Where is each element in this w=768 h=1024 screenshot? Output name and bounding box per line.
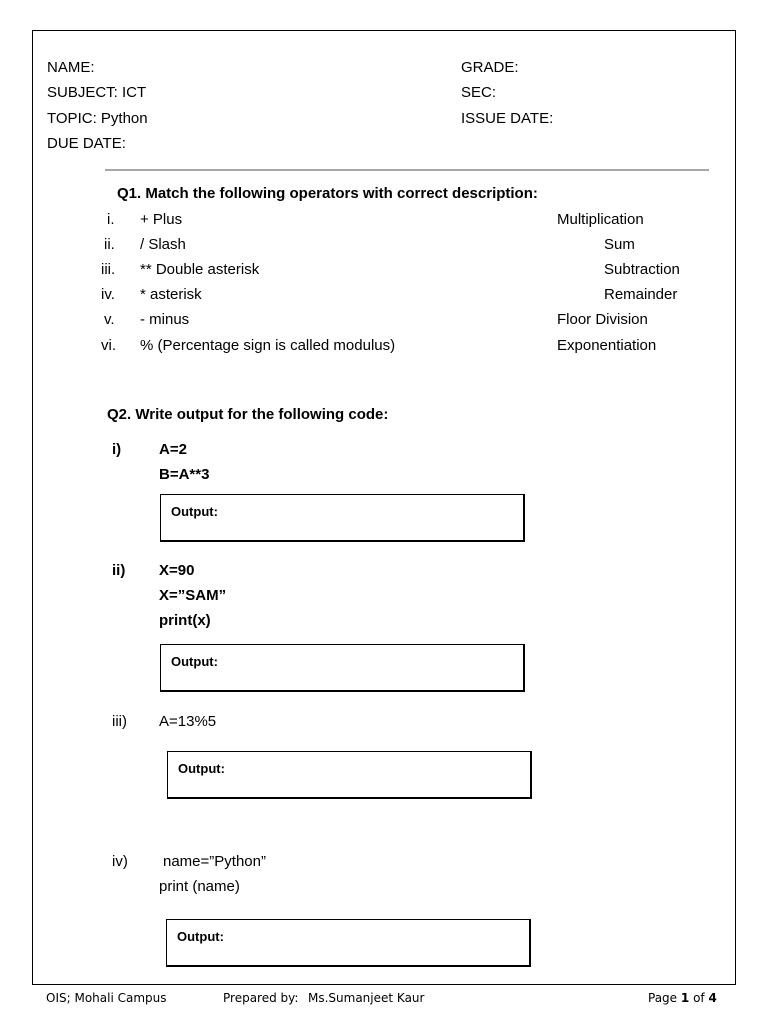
output-label: Output: bbox=[178, 761, 225, 776]
footer-school: OIS; Mohali Campus bbox=[46, 991, 167, 1005]
q2-part-num: i) bbox=[112, 441, 122, 458]
code-line: X=”SAM” bbox=[159, 587, 227, 604]
q1-item-text: ** Double asterisk bbox=[140, 261, 260, 278]
q1-item-num: i. bbox=[107, 211, 115, 228]
footer-prepared-by-label: Prepared by: bbox=[223, 991, 299, 1005]
q2-part-num: iv) bbox=[112, 853, 128, 870]
code-line: B=A**3 bbox=[159, 466, 210, 483]
q2-part-num: iii) bbox=[112, 713, 127, 730]
q1-match-text: Floor Division bbox=[557, 311, 648, 328]
q1-match-text: Exponentiation bbox=[557, 337, 657, 354]
q2-title: Q2. Write output for the following code: bbox=[107, 406, 389, 423]
output-answer-box bbox=[160, 494, 525, 542]
name-field: NAME: bbox=[47, 59, 95, 76]
footer-page-number bbox=[648, 991, 717, 1005]
output-answer-box bbox=[160, 644, 525, 692]
q1-item-text: * asterisk bbox=[140, 286, 202, 303]
footer-author: Ms.Sumanjeet Kaur bbox=[308, 991, 425, 1005]
subject-field: SUBJECT: ICT bbox=[47, 84, 147, 101]
sec-field: SEC: bbox=[461, 84, 497, 101]
q1-item-num: iv. bbox=[101, 286, 115, 303]
code-line: name=”Python” bbox=[163, 853, 266, 870]
page-word: Page bbox=[648, 991, 678, 1005]
q1-item-num: vi. bbox=[101, 337, 116, 354]
q1-match-text: Remainder bbox=[604, 286, 678, 303]
q1-item-text: + Plus bbox=[140, 211, 183, 228]
header-divider bbox=[105, 169, 709, 171]
q1-item-num: iii. bbox=[101, 261, 116, 278]
due-date-field: DUE DATE: bbox=[47, 135, 126, 152]
q2-part-num: ii) bbox=[112, 562, 126, 579]
output-answer-box bbox=[166, 919, 531, 967]
topic-field: TOPIC: Python bbox=[47, 110, 148, 127]
page-of: of bbox=[693, 991, 705, 1005]
output-label: Output: bbox=[171, 654, 218, 669]
q1-item-text: % (Percentage sign is called modulus) bbox=[140, 337, 396, 354]
q1-item-text: / Slash bbox=[140, 236, 186, 253]
grade-field: GRADE: bbox=[461, 59, 519, 76]
code-line: print(x) bbox=[159, 612, 211, 629]
issue-date-field: ISSUE DATE: bbox=[461, 110, 554, 127]
page-current: 1 bbox=[680, 991, 690, 1005]
output-answer-box bbox=[167, 751, 532, 799]
page-total: 4 bbox=[708, 991, 717, 1005]
output-label: Output: bbox=[177, 929, 224, 944]
q1-title: Q1. Match the following operators with correct description: bbox=[117, 185, 538, 202]
code-line: A=2 bbox=[159, 441, 187, 458]
q1-item-text: - minus bbox=[140, 311, 190, 328]
q1-item-num: v. bbox=[104, 311, 115, 328]
q1-match-text: Sum bbox=[604, 236, 635, 253]
output-label: Output: bbox=[171, 504, 218, 519]
code-line: A=13%5 bbox=[159, 713, 217, 730]
q1-match-text: Multiplication bbox=[557, 211, 644, 228]
code-line: print (name) bbox=[159, 878, 240, 895]
q1-item-num: ii. bbox=[104, 236, 115, 253]
q1-match-text: Subtraction bbox=[604, 261, 680, 278]
code-line: X=90 bbox=[159, 562, 195, 579]
